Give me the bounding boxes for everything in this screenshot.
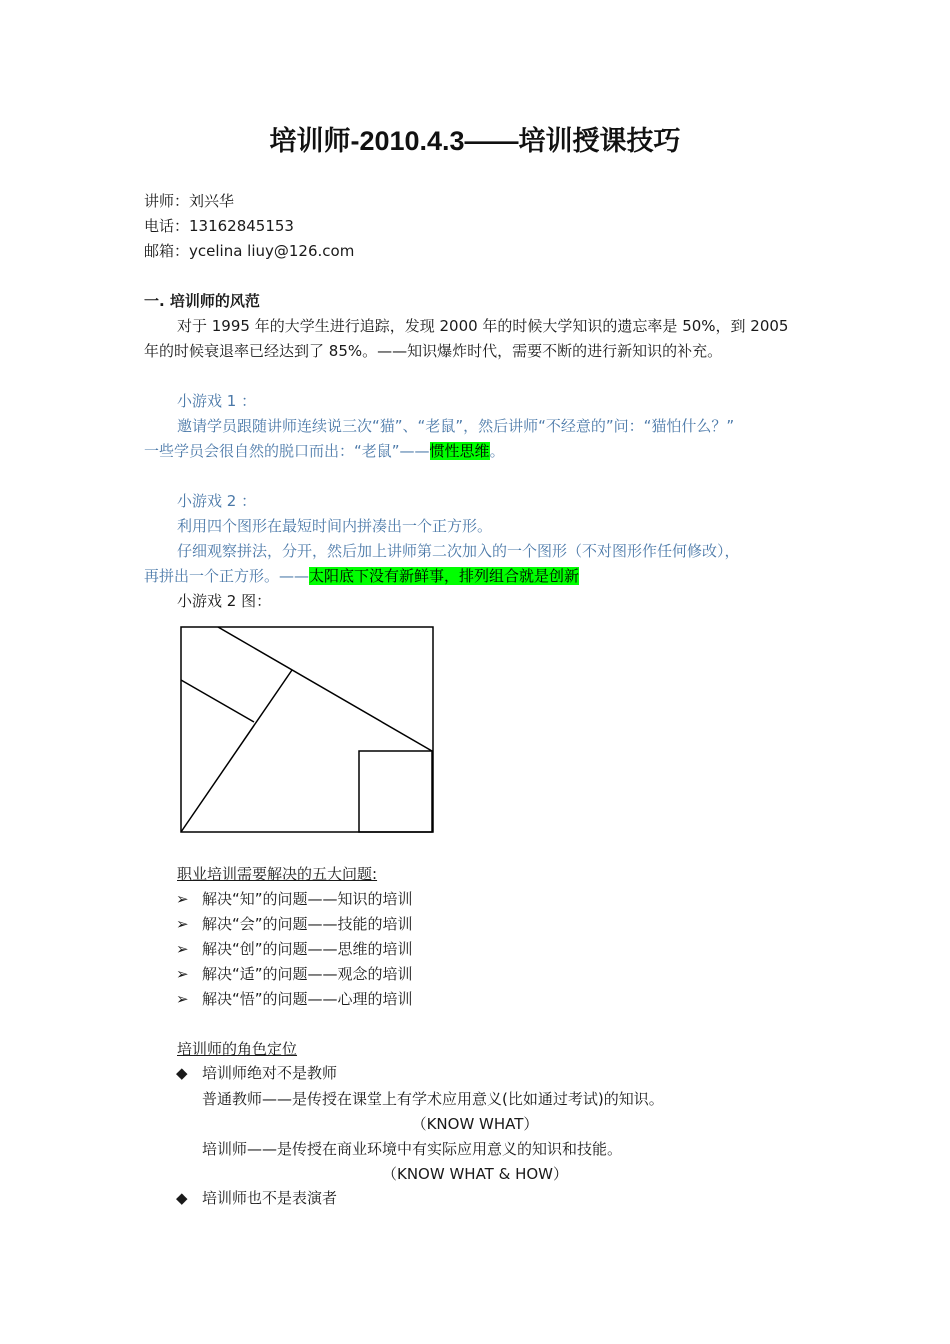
game2-text: 再拼出一个正方形。—— (144, 567, 310, 585)
left-cut (181, 680, 254, 722)
list-item (176, 1188, 337, 1208)
game1-line (144, 441, 505, 461)
teacher-tag: （KNOW WHAT） (411, 1115, 539, 1133)
game2-line: 仔细观察拼法，分开，然后加上讲师第二次加入的一个图形（不对图形作任何修改）， (177, 542, 740, 560)
list-item-text: 解决“悟”的问题——心理的培训 (202, 990, 413, 1008)
trainer-tag: （KNOW WHAT & HOW） (382, 1165, 568, 1183)
list-item (176, 914, 413, 934)
game1-text-end: 。 (489, 442, 505, 460)
list-item (176, 939, 413, 959)
game1-text: 一些学员会很自然的脱口而出：“老鼠”—— (144, 442, 430, 460)
email-line: 邮箱：ycelina liuy@126.com (144, 242, 355, 260)
five-problems-heading: 职业培训需要解决的五大问题: (177, 865, 378, 883)
list-item-text: 培训师也不是表演者 (202, 1189, 338, 1207)
arrowhead-bullet-icon: ➢ (176, 990, 189, 1008)
game2-line (144, 566, 579, 586)
document-title: 培训师-2010.4.3——培训授课技巧 (269, 126, 681, 156)
section-heading: 一. 培训师的风范 (144, 292, 260, 310)
puzzle-figure (180, 626, 434, 833)
list-item-text: 解决“知”的问题——知识的培训 (202, 890, 413, 908)
long-cut (181, 670, 292, 832)
arrowhead-bullet-icon: ➢ (176, 890, 189, 908)
list-item-text: 解决“会”的问题——技能的培训 (202, 915, 413, 933)
list-item-text: 培训师绝对不是教师 (202, 1064, 338, 1082)
paragraph-line: 年的时候衰退率已经达到了 85%。——知识爆炸时代，需要不断的进行新知识的补充。 (144, 342, 723, 360)
game2-title: 小游戏 2 ： (177, 492, 257, 510)
paragraph-line: 对于 1995 年的大学生进行追踪，发现 2000 年的时候大学知识的遗忘率是 50%，到 2005 (177, 317, 789, 335)
list-item (176, 1063, 337, 1083)
arrowhead-bullet-icon: ➢ (176, 965, 189, 983)
list-item (176, 889, 413, 909)
figure-caption: 小游戏 2 图： (177, 592, 272, 610)
game1-line: 邀请学员跟随讲师连续说三次“猫”、“老鼠”，然后讲师“不经意的”问：“猫怕什么？” (177, 417, 735, 435)
list-item (176, 964, 413, 984)
highlight-text: 惯性思维 (429, 442, 490, 460)
lecturer-line: 讲师：刘兴华 (144, 192, 235, 210)
role-heading: 培训师的角色定位 (177, 1040, 298, 1058)
trainer-line: 培训师——是传授在商业环境中有实际应用意义的知识和技能。 (202, 1140, 623, 1158)
highlight-text: 太阳底下没有新鲜事，排列组合就是创新 (309, 567, 580, 585)
teacher-line: 普通教师——是传授在课堂上有学术应用意义(比如通过考试)的知识。 (202, 1090, 664, 1108)
diamond-bullet-icon: ◆ (176, 1064, 188, 1082)
small-square (359, 751, 432, 832)
phone-line: 电话：13162845153 (144, 217, 294, 235)
game2-line: 利用四个图形在最短时间内拼凑出一个正方形。 (177, 517, 493, 535)
list-item-text: 解决“适”的问题——观念的培训 (202, 965, 413, 983)
list-item-text: 解决“创”的问题——思维的培训 (202, 940, 413, 958)
game1-title: 小游戏 1 ： (177, 392, 257, 410)
arrowhead-bullet-icon: ➢ (176, 915, 189, 933)
arrowhead-bullet-icon: ➢ (176, 940, 189, 958)
diamond-bullet-icon: ◆ (176, 1189, 188, 1207)
list-item (176, 989, 413, 1009)
